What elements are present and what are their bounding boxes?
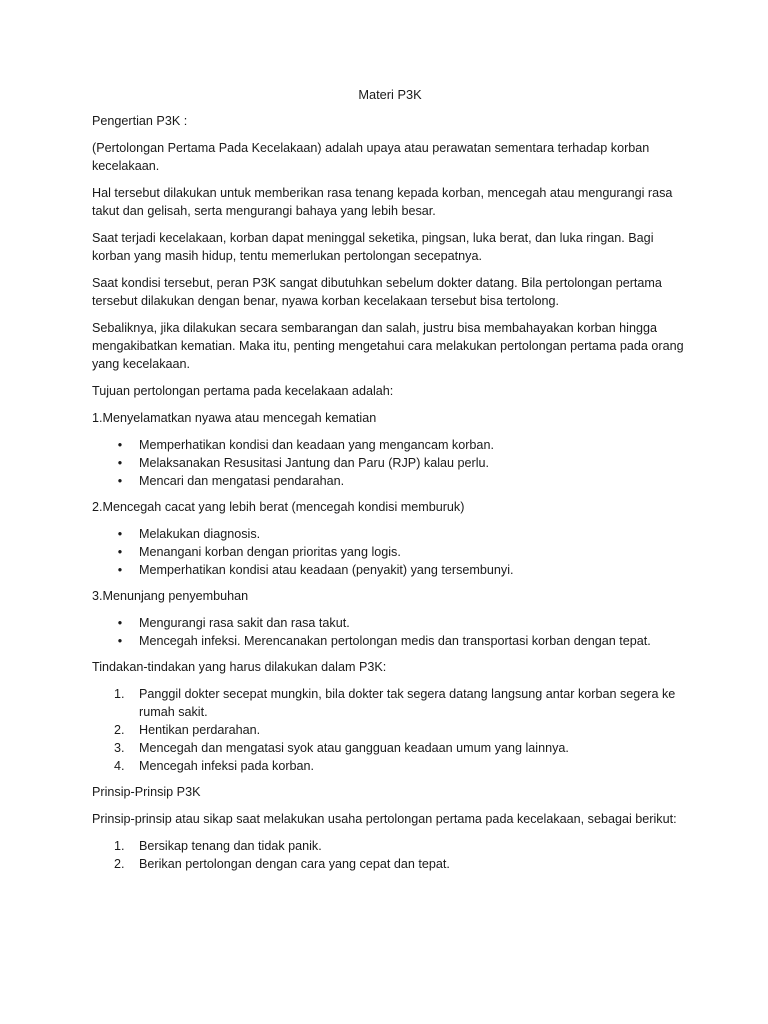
- section-2-list: [92, 525, 688, 579]
- prinsip-list: [92, 837, 688, 873]
- list-item: • Mencari dan mengatasi pendarahan.: [92, 472, 688, 490]
- list-item: • Mencegah infeksi. Merencanakan pertolongan medis dan transportasi korban dengan tepat.: [92, 632, 688, 650]
- numbered-item: 1. Panggil dokter secepat mungkin, bila dokter tak segera datang langsung antar korban segera ke rumah sakit.: [114, 687, 676, 719]
- paragraph-accident: Saat terjadi kecelakaan, korban dapat meninggal seketika, pingsan, luka berat, dan luka ringan. Bagi korban yang masih hidup, tentu memerlukan pertolongan secepatnya.: [92, 231, 654, 263]
- item-number: 1.: [114, 839, 125, 853]
- list-item: • Menangani korban dengan prioritas yang logis.: [92, 543, 688, 561]
- document-title: Materi P3K: [358, 87, 422, 102]
- list-item: • Mengurangi rasa sakit dan rasa takut.: [92, 614, 688, 632]
- item-number: 4.: [114, 759, 125, 773]
- section-2-heading: 2.Mencegah cacat yang lebih berat (mencegah kondisi memburuk): [92, 500, 465, 514]
- pengertian-heading: Pengertian P3K :: [92, 114, 188, 128]
- bullet-icon: •: [117, 456, 123, 470]
- tindakan-list: [92, 685, 688, 775]
- item-number: 3.: [114, 741, 125, 755]
- tindakan-heading: Tindakan-tindakan yang harus dilakukan dalam P3K:: [92, 660, 387, 674]
- paragraph-warning: Sebaliknya, jika dilakukan secara sembarangan dan salah, justru bisa membahayakan korban hingga mengakibatkan kematian. Maka itu, penting mengetahui cara melakukan pertolongan pertama pada orang yang kecelakaan.: [92, 321, 684, 371]
- paragraph-role: Saat kondisi tersebut, peran P3K sangat dibutuhkan sebelum dokter datang. Bila pertolongan pertama tersebut dilakukan dengan benar, nyawa korban kecelakaan tersebut bisa tertolong.: [92, 276, 662, 308]
- bullet-icon: •: [117, 616, 123, 630]
- prinsip-heading: Prinsip-Prinsip P3K: [92, 785, 201, 799]
- numbered-item: 4. Mencegah infeksi pada korban.: [114, 759, 315, 773]
- section-1-heading: 1.Menyelamatkan nyawa atau mencegah kematian: [92, 411, 377, 425]
- numbered-item: 1. Bersikap tenang dan tidak panik.: [114, 839, 322, 853]
- list-item: • Memperhatikan kondisi atau keadaan (penyakit) yang tersembunyi.: [92, 561, 688, 579]
- bullet-icon: •: [117, 545, 123, 559]
- bullet-icon: •: [117, 474, 123, 488]
- bullet-icon: •: [117, 438, 123, 452]
- section-3-heading: 3.Menunjang penyembuhan: [92, 589, 249, 603]
- bullet-icon: •: [117, 634, 123, 648]
- numbered-item: 3. Mencegah dan mengatasi syok atau gangguan keadaan umum yang lainnya.: [114, 741, 569, 755]
- item-number: 2.: [114, 857, 125, 871]
- bullet-icon: •: [117, 527, 123, 541]
- paragraph-purpose: Hal tersebut dilakukan untuk memberikan rasa tenang kepada korban, mencegah atau mengurangi rasa takut dan gelisah, serta mengurangi bahaya yang lebih besar.: [92, 186, 673, 218]
- item-number: 1.: [114, 687, 125, 701]
- paragraph-definition: (Pertolongan Pertama Pada Kecelakaan) adalah upaya atau perawatan sementara terhadap korban kecelakaan.: [92, 141, 650, 173]
- bullet-icon: •: [117, 563, 123, 577]
- prinsip-intro: Prinsip-prinsip atau sikap saat melakukan usaha pertolongan pertama pada kecelakaan, sebagai berikut:: [92, 812, 677, 826]
- numbered-item: 2. Hentikan perdarahan.: [114, 723, 261, 737]
- section-1-list: [92, 436, 688, 490]
- document-page: [92, 86, 688, 881]
- list-item: • Memperhatikan kondisi dan keadaan yang mengancam korban.: [92, 436, 688, 454]
- numbered-item: 2. Berikan pertolongan dengan cara yang cepat dan tepat.: [114, 857, 450, 871]
- item-number: 2.: [114, 723, 125, 737]
- tujuan-heading: Tujuan pertolongan pertama pada kecelakaan adalah:: [92, 384, 394, 398]
- list-item: • Melaksanakan Resusitasi Jantung dan Paru (RJP) kalau perlu.: [92, 454, 688, 472]
- section-3-list: [92, 614, 688, 650]
- list-item: • Melakukan diagnosis.: [92, 525, 688, 543]
